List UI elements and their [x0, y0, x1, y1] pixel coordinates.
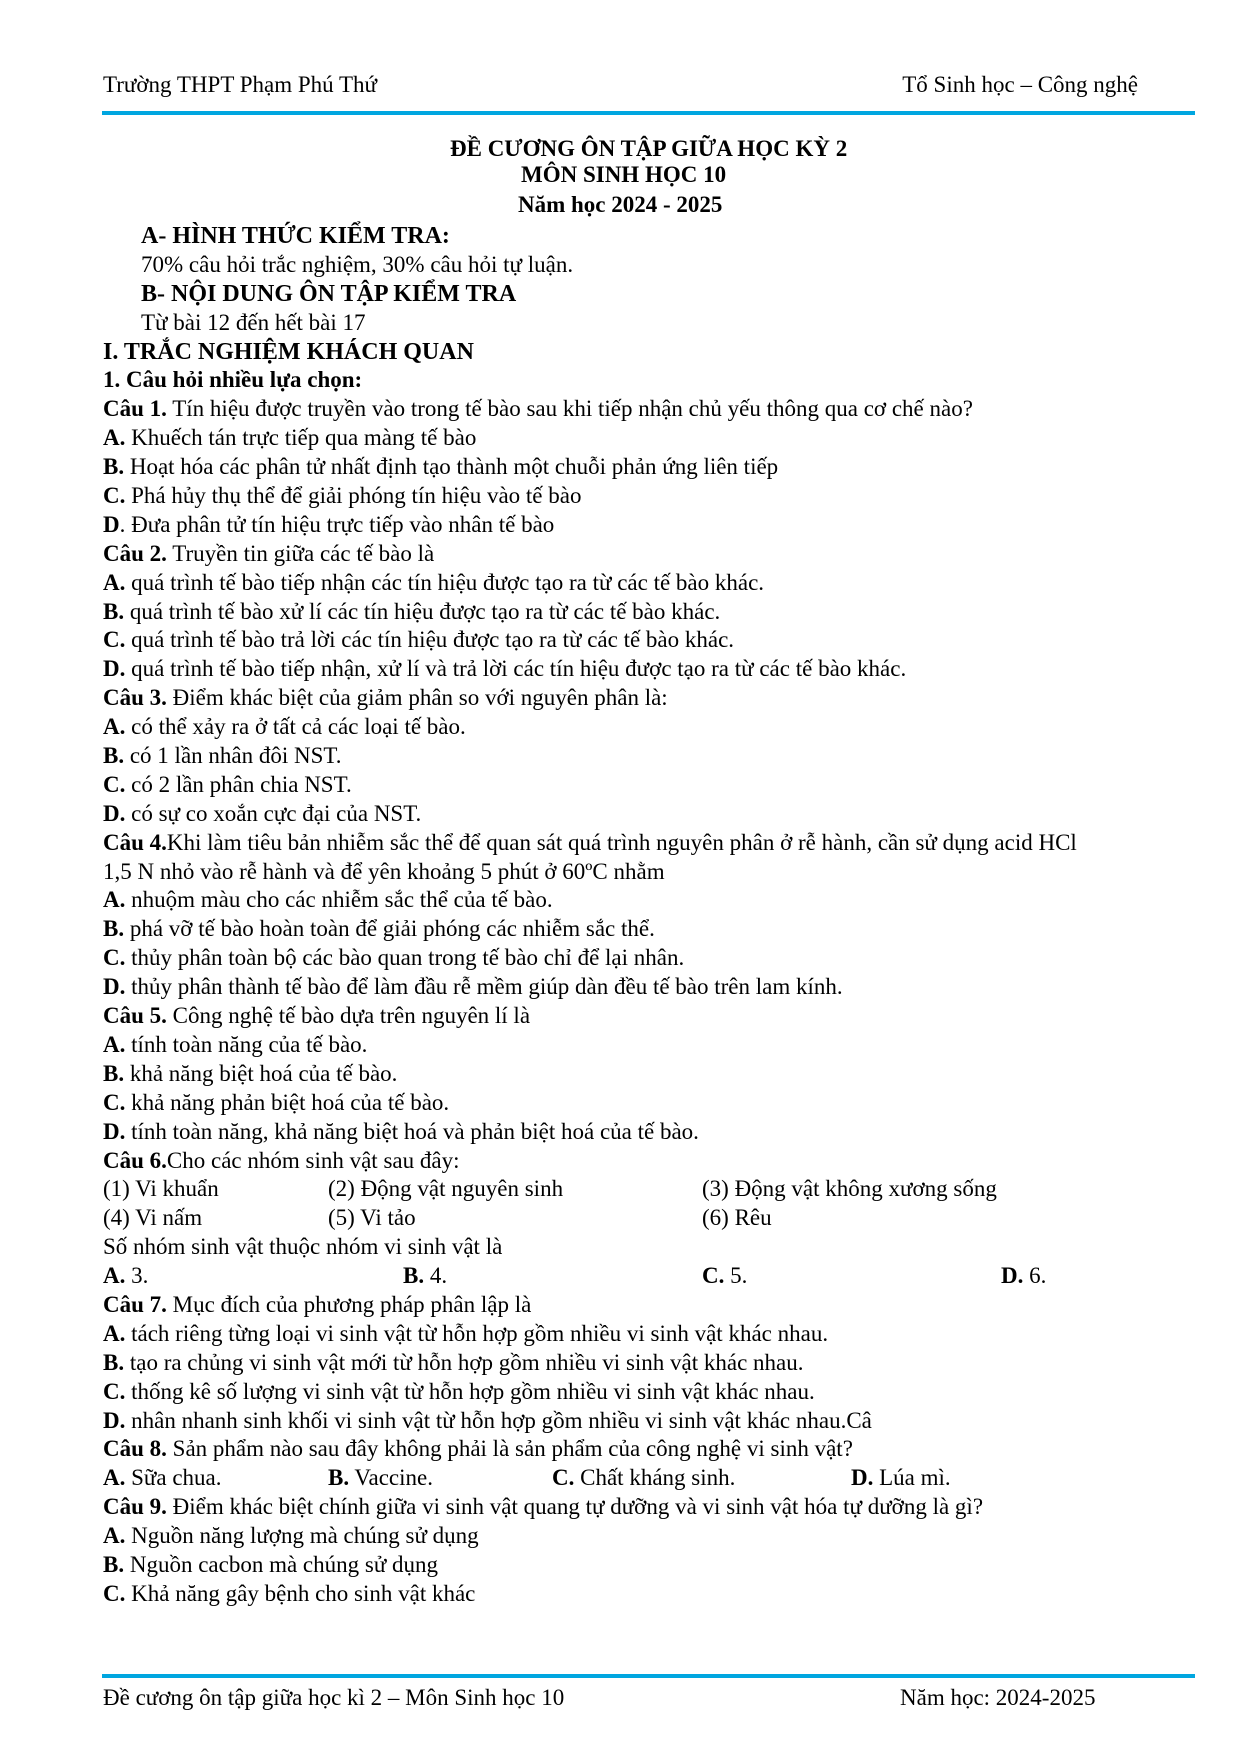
q5-option-b: B. khả năng biệt hoá của tế bào. [103, 1060, 398, 1086]
q8-option-c: C. Chất kháng sinh. [552, 1465, 736, 1491]
q4-option-a: A. nhuộm màu cho các nhiễm sắc thể của tế bào. [103, 887, 553, 913]
q4-option-d: D. thủy phân thành tế bào để làm đầu rễ mềm giúp dàn đều tế bào trên lam kính. [103, 974, 843, 1000]
section-heading: I. TRẮC NGHIỆM KHÁCH QUAN [103, 338, 474, 365]
footer-right: Năm học: 2024-2025 [900, 1685, 1096, 1710]
part-b-heading: B- NỘI DUNG ÔN TẬP KIỂM TRA [141, 280, 517, 307]
q8-options [103, 1464, 1196, 1493]
header-divider [102, 111, 1195, 115]
document-body [103, 222, 1196, 1609]
question-1: Câu 1. Tín hiệu được truyền vào trong tế bào sau khi tiếp nhận chủ yếu thông qua cơ chế nào? [103, 396, 973, 422]
question-6: Câu 6.Cho các nhóm sinh vật sau đây: [103, 1147, 460, 1173]
header-department: Tổ Sinh học – Công nghệ [902, 72, 1138, 97]
q6-items-row-1 [103, 1175, 1196, 1204]
q2-option-b: B. quá trình tế bào xử lí các tín hiệu được tạo ra từ các tế bào khác. [103, 598, 721, 624]
q5-option-a: A. tính toàn năng của tế bào. [103, 1031, 368, 1057]
part-b-text: Từ bài 12 đến hết bài 17 [141, 309, 366, 335]
q1-option-b: B. Hoạt hóa các phân tử nhất định tạo thành một chuỗi phản ứng liên tiếp [103, 454, 779, 480]
q7-option-a: A. tách riêng từng loại vi sinh vật từ hỗn hợp gồm nhiều vi sinh vật khác nhau. [103, 1320, 829, 1346]
q6-items-row-2 [103, 1204, 1196, 1233]
q6-prompt: Số nhóm sinh vật thuộc nhóm vi sinh vật là [103, 1234, 503, 1260]
question-8: Câu 8. Sản phẩm nào sau đây không phải là sản phẩm của công nghệ vi sinh vật? [103, 1436, 853, 1462]
q2-option-d: D. quá trình tế bào tiếp nhận, xử lí và trả lời các tín hiệu được tạo ra từ các tế bào khác. [103, 656, 907, 682]
q2-option-a: A. quá trình tế bào tiếp nhận các tín hiệu được tạo ra từ các tế bào khác. [103, 569, 765, 595]
q6-option-a: A. 3. [103, 1263, 149, 1289]
q6-item: (4) Vi nấm [103, 1205, 203, 1231]
question-2: Câu 2. Truyền tin giữa các tế bào là [103, 540, 435, 566]
footer-left: Đề cương ôn tập giữa học kì 2 – Môn Sinh học 10 [103, 1685, 565, 1710]
q6-options [103, 1262, 1196, 1291]
footer-divider [102, 1674, 1195, 1678]
question-5: Câu 5. Công nghệ tế bào dựa trên nguyên lí là [103, 1003, 531, 1029]
question-4: Câu 4.Khi làm tiêu bản nhiễm sắc thể để quan sát quá trình nguyên phân ở rễ hành, cần sử dụng acid HCl [103, 829, 1077, 855]
q6-option-b: B. 4. [403, 1263, 448, 1289]
section-subheading: 1. Câu hỏi nhiều lựa chọn: [103, 367, 363, 393]
part-a-text: 70% câu hỏi trắc nghiệm, 30% câu hỏi tự luận. [141, 251, 574, 277]
question-3: Câu 3. Điểm khác biệt của giảm phân so với nguyên phân là: [103, 685, 668, 711]
q4-option-c: C. thủy phân toàn bộ các bào quan trong tế bào chỉ để lại nhân. [103, 945, 685, 971]
q3-option-d: D. có sự co xoắn cực đại của NST. [103, 800, 422, 826]
question-7: Câu 7. Mục đích của phương pháp phân lập là [103, 1291, 532, 1317]
title-line-1: ĐỀ CƯƠNG ÔN TẬP GIỮA HỌC KỲ 2 [450, 136, 848, 161]
q5-option-d: D. tính toàn năng, khả năng biệt hoá và phản biệt hoá của tế bào. [103, 1118, 699, 1144]
question-4-cont: 1,5 N nhỏ vào rễ hành và để yên khoảng 5 phút ở 60ºC nhằm [103, 858, 665, 884]
part-a-heading: A- HÌNH THỨC KIỂM TRA: [141, 223, 450, 249]
q8-option-a: A. Sữa chua. [103, 1465, 222, 1491]
q8-option-d: D. Lúa mì. [851, 1465, 951, 1491]
q6-option-d: D. 6. [1001, 1263, 1047, 1289]
q6-item: (2) Động vật nguyên sinh [328, 1176, 564, 1202]
q7-option-b: B. tạo ra chủng vi sinh vật mới từ hỗn hợp gồm nhiều vi sinh vật khác nhau. [103, 1349, 804, 1375]
q3-option-a: A. có thể xảy ra ở tất cả các loại tế bào. [103, 714, 466, 740]
q3-option-c: C. có 2 lần phân chia NST. [103, 771, 352, 797]
title-line-2: MÔN SINH HỌC 10 [521, 162, 727, 187]
header-school: Trường THPT Phạm Phú Thứ [103, 72, 377, 97]
q1-option-c: C. Phá hủy thụ thể để giải phóng tín hiệu vào tế bào [103, 483, 582, 509]
q4-option-b: B. phá vỡ tế bào hoàn toàn để giải phóng các nhiễm sắc thể. [103, 916, 655, 942]
question-9: Câu 9. Điểm khác biệt chính giữa vi sinh vật quang tự dưỡng và vi sinh vật hóa tự dưỡng là gì? [103, 1494, 984, 1520]
q9-option-c: C. Khả năng gây bệnh cho sinh vật khác [103, 1580, 476, 1606]
q1-option-a: A. Khuếch tán trực tiếp qua màng tế bào [103, 425, 477, 451]
q6-item: (6) Rêu [702, 1205, 772, 1231]
q7-option-c: C. thống kê số lượng vi sinh vật từ hỗn hợp gồm nhiều vi sinh vật khác nhau. [103, 1378, 815, 1404]
q1-option-d: D. Đưa phân tử tín hiệu trực tiếp vào nhân tế bào [103, 511, 555, 537]
q2-option-c: C. quá trình tế bào trả lời các tín hiệu được tạo ra từ các tế bào khác. [103, 627, 735, 653]
q8-option-b: B. Vaccine. [328, 1465, 433, 1491]
q3-option-b: B. có 1 lần nhân đôi NST. [103, 743, 342, 769]
q9-option-b: B. Nguồn cacbon mà chúng sử dụng [103, 1551, 439, 1577]
q6-option-c: C. 5. [702, 1263, 748, 1289]
title-line-3: Năm học 2024 - 2025 [518, 192, 723, 217]
q6-item: (1) Vi khuẩn [103, 1176, 219, 1202]
q6-item: (3) Động vật không xương sống [702, 1176, 997, 1202]
q9-option-a: A. Nguồn năng lượng mà chúng sử dụng [103, 1523, 479, 1549]
q7-option-d: D. nhân nhanh sinh khối vi sinh vật từ hỗn hợp gồm nhiều vi sinh vật khác nhau.Câ [103, 1407, 872, 1433]
q6-item: (5) Vi tảo [328, 1205, 416, 1231]
q5-option-c: C. khả năng phản biệt hoá của tế bào. [103, 1089, 450, 1115]
